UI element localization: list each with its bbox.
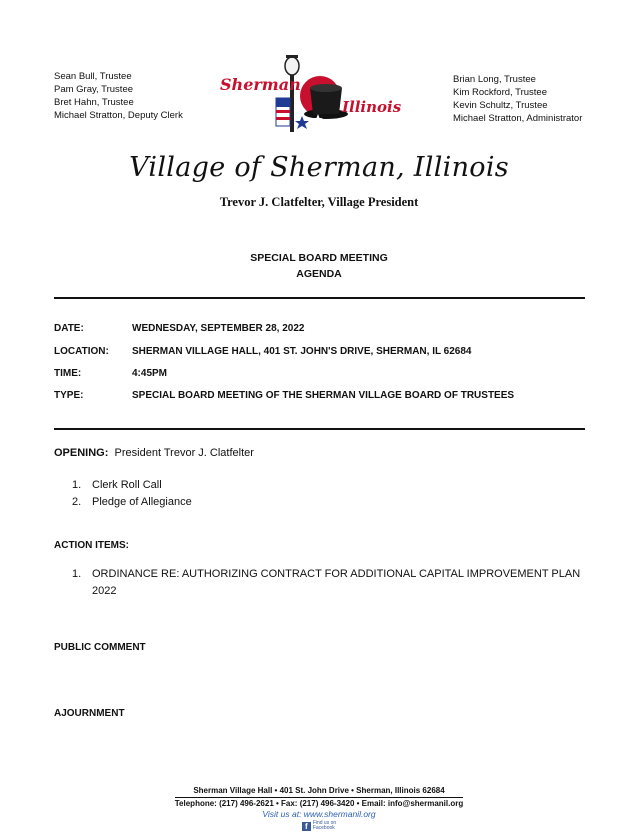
list-text: Clerk Roll Call <box>92 479 162 491</box>
meeting-title-line: SPECIAL BOARD MEETING <box>250 252 388 264</box>
deputy-clerk-name: Michael Stratton, Deputy Clerk <box>54 110 183 121</box>
trustee-name: Bret Hahn, Trustee <box>54 97 134 108</box>
trustee-name: Pam Gray, Trustee <box>54 84 134 95</box>
logo-text-left: Sherman <box>220 75 301 94</box>
logo-flag-canton <box>276 98 290 107</box>
lamp-cap <box>286 55 298 58</box>
info-label: DATE: <box>54 323 84 334</box>
info-label: TYPE: <box>54 390 84 401</box>
adjournment-heading: AJOURNMENT <box>54 708 125 719</box>
lamp-globe <box>285 57 299 75</box>
footer-website-link[interactable]: Visit us at: www.shermanil.org <box>262 809 376 819</box>
facebook-link[interactable] <box>0 821 638 831</box>
public-comment-heading: PUBLIC COMMENT <box>54 642 146 653</box>
list-number: 1. <box>72 479 82 491</box>
trustee-name: Kevin Schultz, Trustee <box>453 100 548 111</box>
logo-text-right: Illinois <box>342 98 402 116</box>
footer-address: Sherman Village Hall • 401 St. John Drive • Sherman, Illinois 62684 <box>175 785 462 798</box>
divider-rule <box>54 297 585 299</box>
info-value: 4:45PM <box>132 368 168 379</box>
list-text: Pledge of Allegiance <box>92 496 192 508</box>
list-number: 1. <box>72 568 82 580</box>
facebook-label <box>313 821 336 831</box>
info-value: SPECIAL BOARD MEETING OF THE SHERMAN VILLAGE BOARD OF TRUSTEES <box>132 390 515 401</box>
list-text: ORDINANCE RE: AUTHORIZING CONTRACT FOR ADDITIONAL CAPITAL IMPROVEMENT PLAN 2022 <box>92 568 581 597</box>
trustee-name: Brian Long, Trustee <box>453 74 536 85</box>
logo-star <box>295 116 309 129</box>
opening-label: OPENING: <box>54 447 109 459</box>
meeting-title <box>0 250 638 282</box>
facebook-text: Facebook <box>312 825 335 831</box>
facebook-icon: f <box>302 822 311 831</box>
hat-top <box>310 84 342 92</box>
opening-section <box>54 447 254 459</box>
trustee-name: Kim Rockford, Trustee <box>453 87 547 98</box>
info-value: SHERMAN VILLAGE HALL, 401 ST. JOHN'S DRIVE, SHERMAN, IL 62684 <box>132 346 472 357</box>
footer <box>0 785 638 831</box>
administrator-name: Michael Stratton, Administrator <box>453 113 583 124</box>
right-trustee-list <box>453 73 582 125</box>
trustee-name: Sean Bull, Trustee <box>54 71 132 82</box>
president-line: Trevor J. Clatfelter, Village President <box>219 195 419 209</box>
divider-rule <box>54 428 585 430</box>
footer-contact: Telephone: (217) 496-2621 • Fax: (217) 496-3420 • Email: info@shermanil.org <box>174 799 464 808</box>
facebook-small-text: Find us on <box>312 820 337 826</box>
info-label: TIME: <box>54 368 82 379</box>
info-label: LOCATION: <box>54 346 109 357</box>
village-logo <box>218 52 410 138</box>
action-items-heading: ACTION ITEMS: <box>54 540 129 551</box>
left-trustee-list <box>54 70 183 122</box>
agenda-heading: AGENDA <box>296 268 342 280</box>
logo-flag-stripe <box>276 110 290 113</box>
logo-flag-stripe <box>276 117 290 120</box>
village-title: Village of Sherman, Illinois <box>129 152 509 183</box>
list-number: 2. <box>72 496 82 508</box>
opening-text: President Trevor J. Clatfelter <box>114 447 254 459</box>
info-value: WEDNESDAY, SEPTEMBER 28, 2022 <box>132 323 305 334</box>
